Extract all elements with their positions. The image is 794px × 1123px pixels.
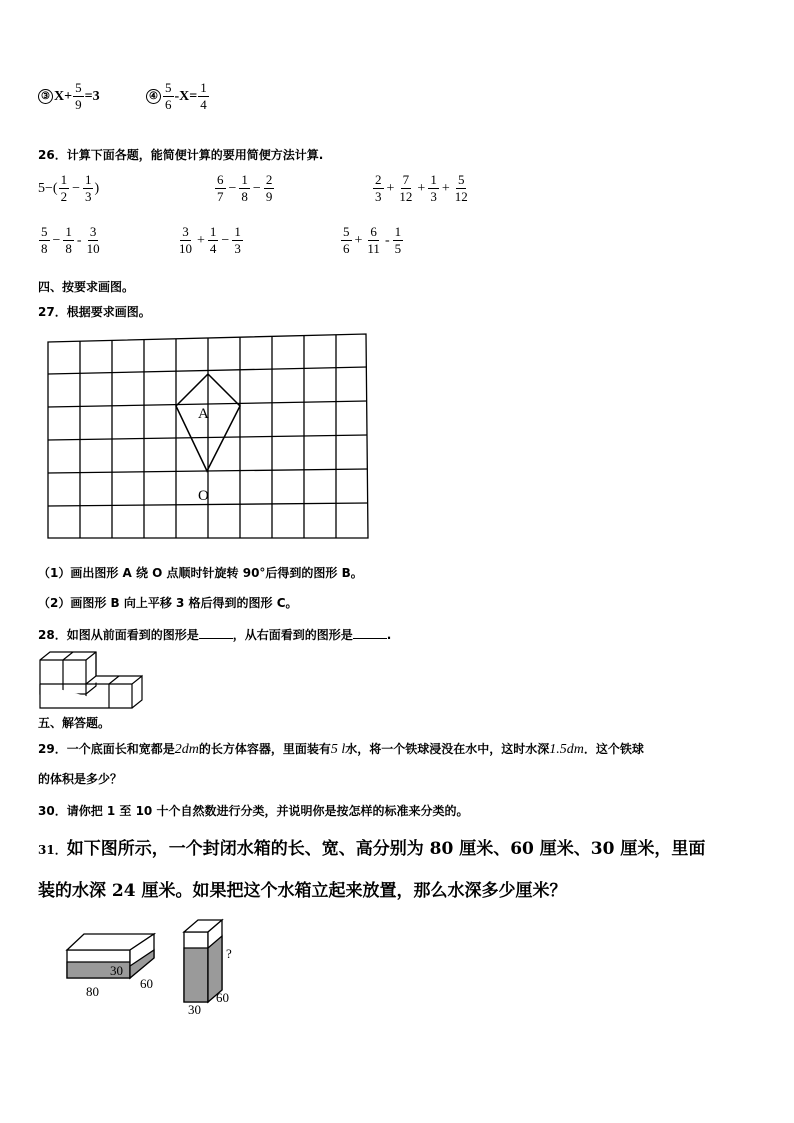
question-26-title: 26．计算下面各题，能简便计算的要用简便方法计算. (38, 148, 324, 162)
label-o: O (198, 488, 209, 504)
answer-blank[interactable] (353, 626, 387, 639)
equation-4 (146, 80, 210, 113)
question-29-line-1: 29．一个底面长和宽都是2dm的长方体容器，里面装有5 l水，将一个铁球浸没在水中，这时水深1.5dm．这个铁球 (38, 742, 644, 757)
expression-4: $\frac{5}{8}$ − $\frac{1}{8}$ - $\frac{3}{10}$ (41, 224, 100, 256)
question-27-part-1: （1）画出图形 A 绕 O 点顺时针旋转 90°后得到的图形 B。 (38, 566, 363, 580)
question-27-title: 27．根据要求画图。 (38, 305, 151, 319)
expression-6: $\frac{5}{6}$ + $\frac{6}{11}$ - $\frac{1}{5}$ (343, 224, 402, 256)
section-5-heading: 五、解答题。 (38, 716, 111, 730)
tank1-length-label: 80 (86, 984, 99, 999)
circled-number: ④ (146, 89, 161, 104)
tank1-height-label: 30 (110, 963, 123, 978)
expression-1: 5−( $\frac{1}{2}$ − $\frac{1}{3}$ ) (38, 172, 100, 204)
section-4-heading: 四、按要求画图。 (38, 280, 135, 294)
question-27-part-2: （2）画图形 B 向上平移 3 格后得到的图形 C。 (38, 596, 298, 610)
fraction: $\frac{5}{6}$ (165, 80, 172, 112)
tank2-base-label: 30 (188, 1002, 201, 1017)
fraction: $\frac{5}{9}$ (75, 80, 82, 112)
question-30: 30．请你把 1 至 10 十个自然数进行分类，并说明你是按怎样的标准来分类的。 (38, 804, 469, 818)
circled-number: ③ (38, 89, 53, 104)
equation-3 (38, 80, 100, 113)
tank2-question-label: ? (226, 946, 232, 961)
question-29-line-2: 的体积是多少？ (38, 772, 123, 786)
eq-text: =3 (84, 88, 100, 104)
eq-text: -X= (174, 88, 198, 104)
eq-text: X+ (54, 88, 73, 104)
question-31-line-1: 31．如下图所示，一个封闭水箱的长、宽、高分别为 80 厘米、60 厘米、30 厘米，里面 (38, 839, 706, 859)
expression-2: $\frac{6}{7}$ − $\frac{1}{8}$ − $\frac{2}{9}$ (217, 172, 273, 204)
question-31-line-2: 装的水深 24 厘米。如果把这个水箱立起来放置，那么水深多少厘米？ (38, 881, 567, 901)
expression-3: $\frac{2}{3}$ + $\frac{7}{12}$ + $\frac{1}{3}$ + $\frac{5}{12}$ (375, 172, 468, 204)
kite-grid-figure (40, 330, 380, 542)
cube-stack-figure (38, 648, 150, 712)
tank1-width-label: 60 (140, 976, 153, 991)
tank2-width-label: 60 (216, 990, 229, 1005)
expression-5: $\frac{3}{10}$ + $\frac{1}{4}$ − $\frac{1}{3}$ (179, 224, 241, 256)
question-28: 28．如图从前面看到的图形是 ，从右面看到的图形是 . (38, 628, 392, 642)
answer-blank[interactable] (199, 626, 233, 639)
water-tank-figure (60, 914, 250, 1018)
label-a: A (198, 406, 209, 422)
fraction: $\frac{1}{4}$ (200, 80, 207, 112)
